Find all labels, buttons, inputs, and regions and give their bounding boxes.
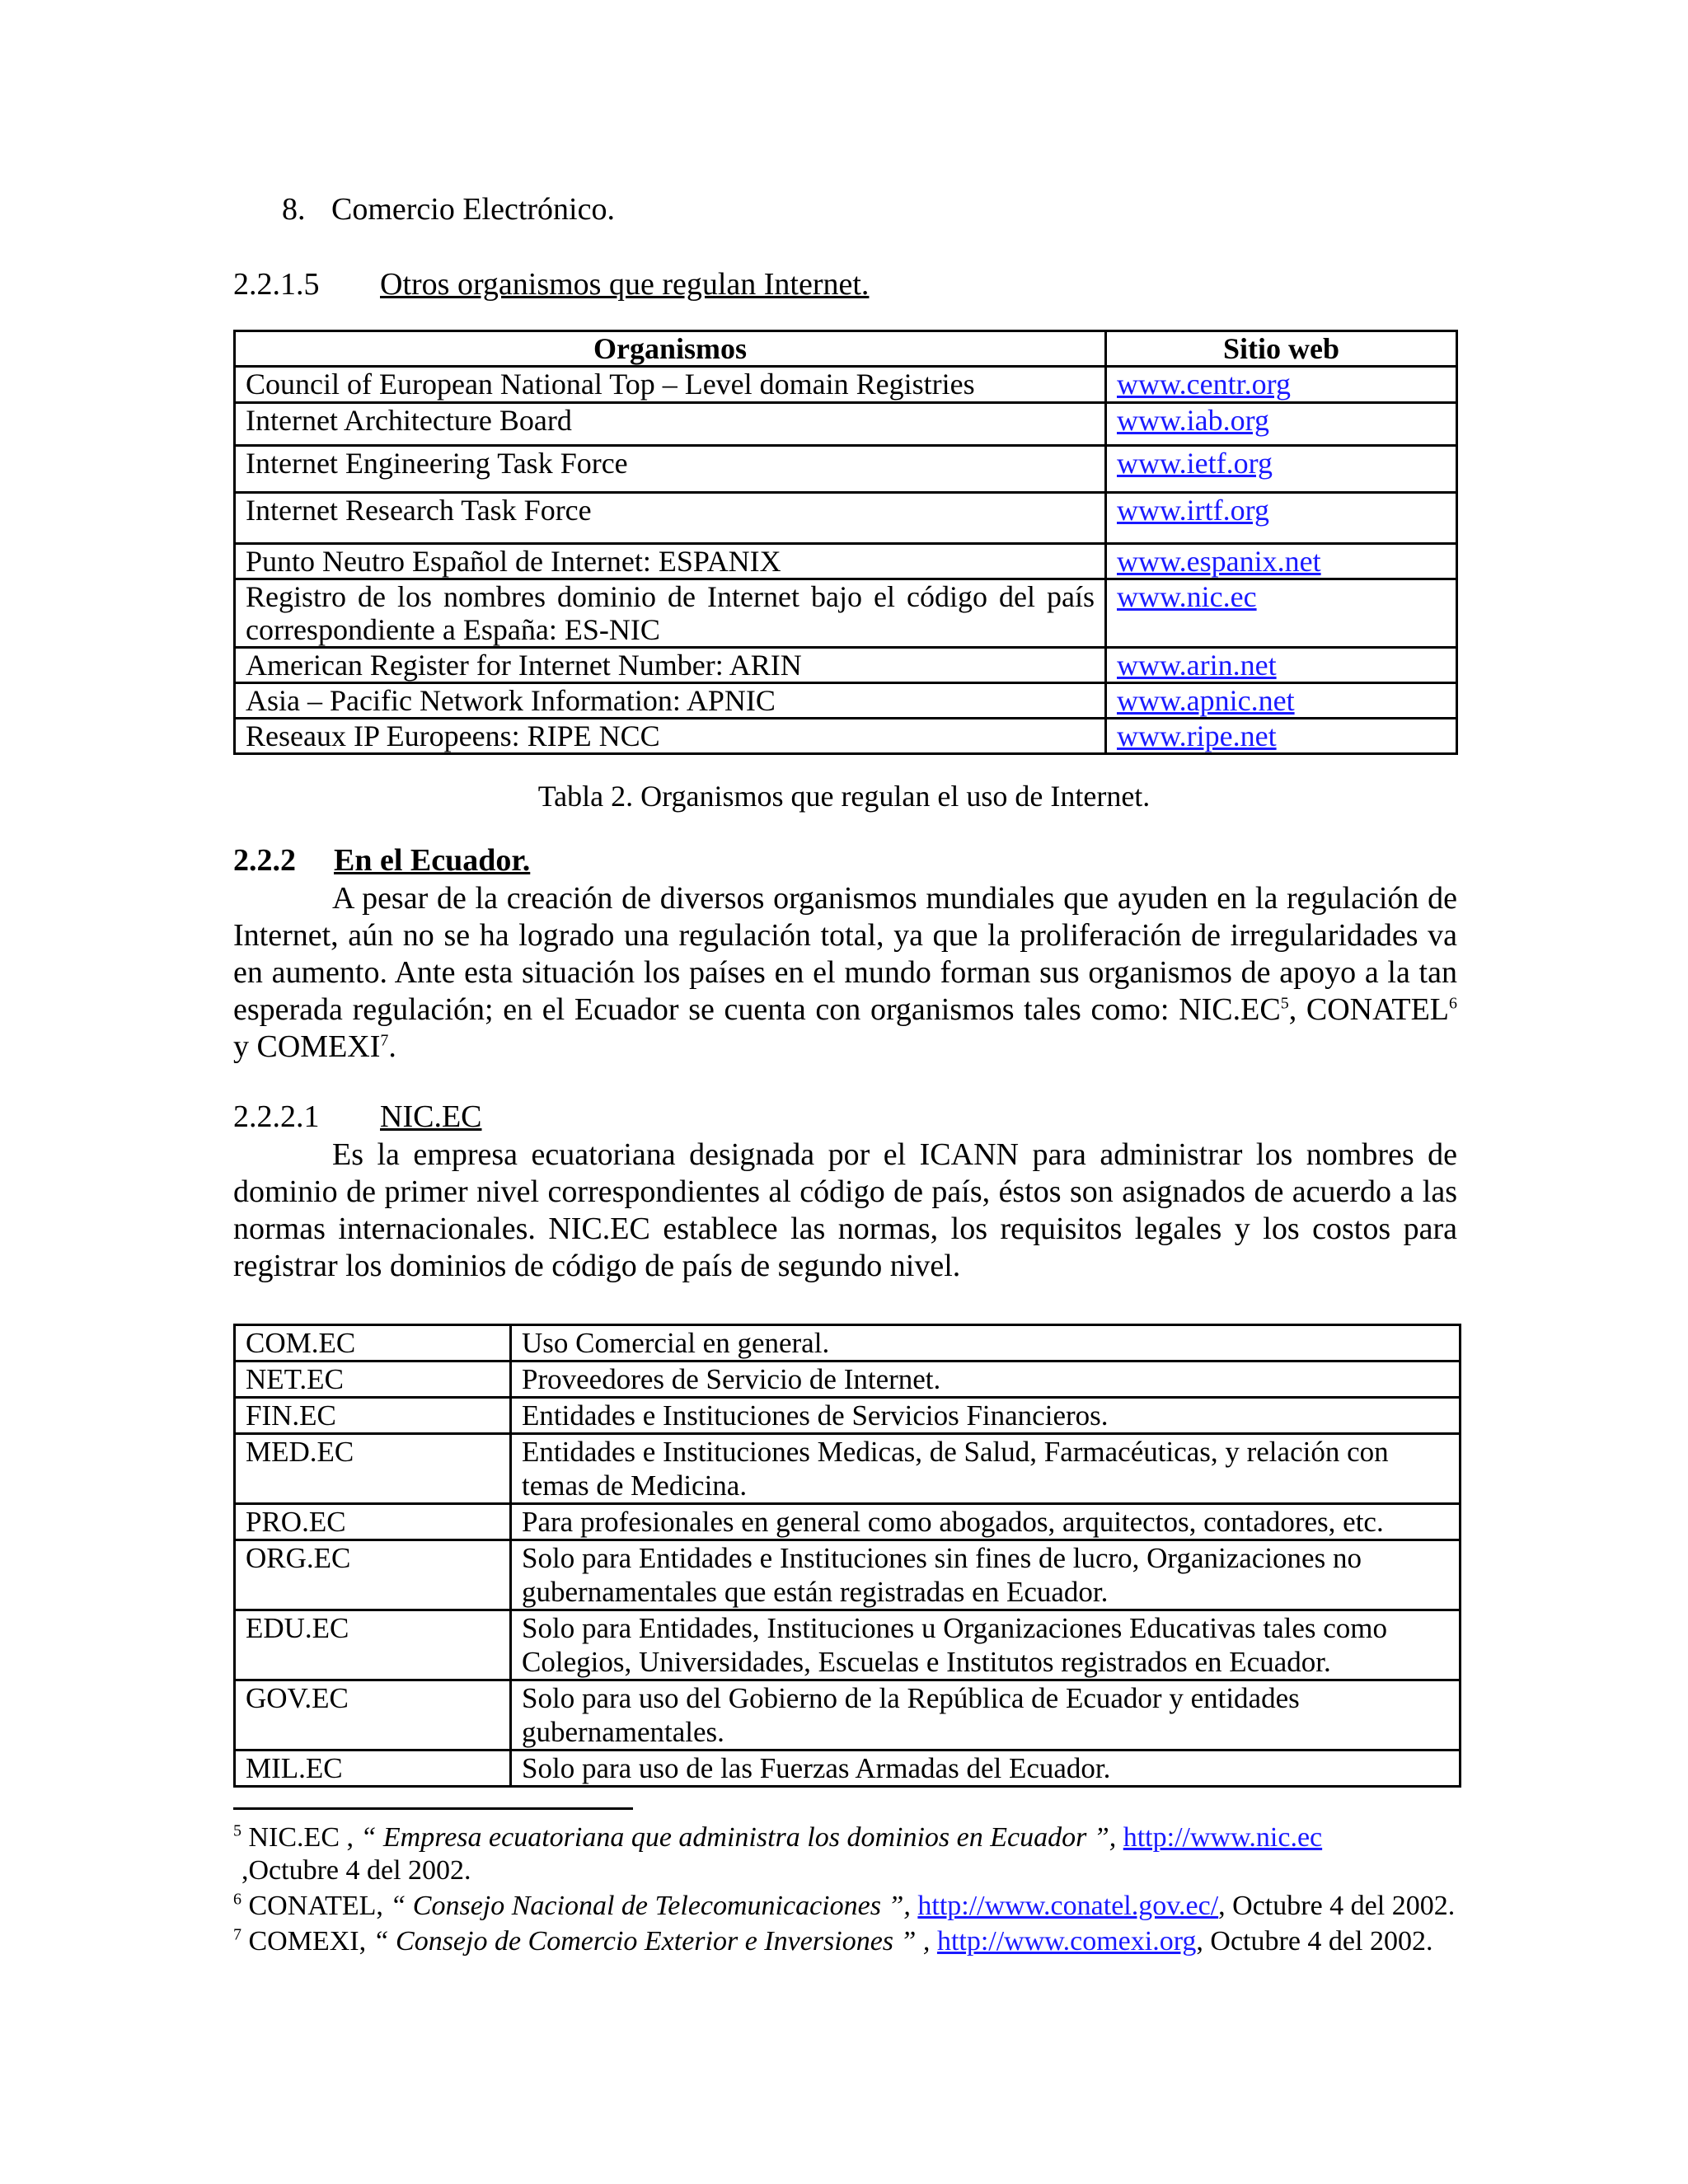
list-item (282, 191, 615, 227)
domain-name: GOV.EC (235, 1680, 511, 1750)
paragraph-text: Es la empresa ecuatoriana designada por el ICANN para administrar los nombres de dominio de primer nivel correspondientes al código de país, éstos son asignados de acuerdo a las normas internacionales. NIC.EC establece las normas, los requisitos legales y los costos para registrar los dominios de código de país de segundo nivel. (233, 1137, 1457, 1283)
footnote-link[interactable]: http://www.conatel.gov.ec/ (917, 1891, 1219, 1921)
footnote-5 (233, 1821, 1322, 1854)
table-row (235, 648, 1457, 683)
table-row (235, 1504, 1461, 1540)
domain-desc: Entidades e Instituciones Medicas, de Salud, Farmacéuticas, y relación con temas de Medicina. (511, 1434, 1461, 1504)
table-row (235, 1434, 1461, 1504)
table-row (235, 1398, 1461, 1434)
subsection-number: 2.2.2.1 (233, 1099, 320, 1134)
paragraph-text: A pesar de la creación de diversos organismos mundiales que ayuden en la regulación de Internet, aún no se ha logrado una regulación total, ya que la proliferación de irregularidades va en aumento. Ante esta situación los países en el mundo forman sus organismos de apoyo a la tan esperada regulación; en el Ecuador se cuenta con organismos tales como: NIC.EC (233, 881, 1457, 1027)
org-name: Internet Engineering Task Force (235, 446, 1106, 493)
footnote-ref-6[interactable]: 6 (1449, 994, 1457, 1013)
subsection-number: 2.2.1.5 (233, 267, 320, 302)
domain-name: COM.EC (235, 1325, 511, 1361)
footnote-link[interactable]: http://www.nic.ec (1123, 1822, 1323, 1853)
footnote-number: 7 (233, 1925, 241, 1944)
org-name: Council of European National Top – Level domain Registries (235, 367, 1106, 403)
footnote-desc: “ Consejo Nacional de Telecomunicaciones ”, (390, 1891, 911, 1921)
org-name: Asia – Pacific Network Information: APNIC (235, 683, 1106, 719)
org-name: Internet Research Task Force (235, 493, 1106, 544)
footnote-6 (233, 1890, 1455, 1923)
table-row (235, 579, 1457, 648)
footnote-name: NIC.EC , (248, 1822, 354, 1853)
domain-desc: Entidades e Instituciones de Servicios Financieros. (511, 1398, 1461, 1434)
org-name: Punto Neutro Español de Internet: ESPANIX (235, 544, 1106, 579)
table-row (235, 1325, 1461, 1361)
domain-name: MED.EC (235, 1434, 511, 1504)
footnote-date: , Octubre 4 del 2002. (1218, 1891, 1456, 1921)
paragraph-regulation (233, 880, 1457, 1066)
table-row (235, 1361, 1461, 1398)
paragraph-text: . (388, 1029, 396, 1064)
footnote-separator (233, 1807, 633, 1810)
footnote-7 (233, 1925, 1432, 1958)
organisms-table (233, 330, 1458, 755)
domain-desc: Solo para uso de las Fuerzas Armadas del Ecuador. (511, 1750, 1461, 1787)
table-row (235, 1680, 1461, 1750)
footnote-name: CONATEL, (248, 1891, 383, 1921)
domain-desc: Solo para Entidades e Instituciones sin fines de lucro, Organizaciones no gubernamentales que están registradas en Ecuador. (511, 1540, 1461, 1610)
footnote-desc: “ Empresa ecuatoriana que administra los dominios en Ecuador ”, (360, 1822, 1117, 1853)
table-row (235, 544, 1457, 579)
section-title: En el Ecuador. (334, 843, 531, 878)
site-link[interactable]: www.iab.org (1117, 404, 1269, 437)
table-caption: Tabla 2. Organismos que regulan el uso de Internet. (537, 780, 1151, 813)
header-organismos: Organismos (235, 331, 1106, 367)
subsection-title: Otros organismos que regulan Internet. (380, 267, 870, 302)
site-link[interactable]: www.nic.ec (1117, 580, 1257, 613)
paragraph-text: y COMEXI (233, 1029, 381, 1064)
domain-desc: Solo para Entidades, Instituciones u Organizaciones Educativas tales como Colegios, Universidades, Escuelas e Institutos registrados en Ecuador. (511, 1610, 1461, 1680)
table-row (235, 1750, 1461, 1787)
domain-desc: Uso Comercial en general. (511, 1325, 1461, 1361)
domain-name: EDU.EC (235, 1610, 511, 1680)
table-row (235, 446, 1457, 493)
site-link[interactable]: www.ripe.net (1117, 719, 1277, 752)
domain-name: MIL.EC (235, 1750, 511, 1787)
footnote-5-date: ,Octubre 4 del 2002. (241, 1855, 471, 1886)
list-item-number: 8. (282, 192, 306, 227)
footnote-desc: “ Consejo de Comercio Exterior e Inversiones ” , (373, 1926, 931, 1957)
footnote-number: 6 (233, 1890, 241, 1909)
site-link[interactable]: www.apnic.net (1117, 684, 1295, 717)
table-row (235, 683, 1457, 719)
list-item-text: Comercio Electrónico. (331, 192, 615, 227)
table-header-row (235, 331, 1457, 367)
footnote-ref-5[interactable]: 5 (1280, 994, 1289, 1013)
table-row (235, 1610, 1461, 1680)
domain-desc: Para profesionales en general como abogados, arquitectos, contadores, etc. (511, 1504, 1461, 1540)
paragraph-text: , CONATEL (1288, 992, 1449, 1027)
paragraph-nic-ec (233, 1137, 1457, 1285)
header-sitio-web: Sitio web (1106, 331, 1457, 367)
table-row (235, 367, 1457, 403)
table-row (235, 1540, 1461, 1610)
domain-desc: Solo para uso del Gobierno de la República de Ecuador y entidades gubernamentales. (511, 1680, 1461, 1750)
org-name: Registro de los nombres dominio de Internet bajo el código del país correspondiente a España: ES-NIC (235, 579, 1106, 648)
site-link[interactable]: www.arin.net (1117, 649, 1277, 682)
footnote-number: 5 (233, 1821, 241, 1840)
org-name: American Register for Internet Number: ARIN (235, 648, 1106, 683)
section-number: 2.2.2 (233, 843, 296, 878)
table-row (235, 719, 1457, 754)
table-row (235, 403, 1457, 446)
domain-name: ORG.EC (235, 1540, 511, 1610)
domain-name: PRO.EC (235, 1504, 511, 1540)
footnote-link[interactable]: http://www.comexi.org (936, 1926, 1197, 1957)
site-link[interactable]: www.irtf.org (1117, 494, 1269, 527)
site-link[interactable]: www.ietf.org (1117, 447, 1273, 480)
org-name: Internet Architecture Board (235, 403, 1106, 446)
domains-table (233, 1324, 1461, 1788)
domain-name: FIN.EC (235, 1398, 511, 1434)
site-link[interactable]: www.espanix.net (1117, 545, 1321, 578)
footnote-ref-7[interactable]: 7 (380, 1031, 389, 1050)
footnote-date: , Octubre 4 del 2002. (1196, 1926, 1433, 1957)
subsection-title: NIC.EC (380, 1099, 482, 1134)
footnote-name: COMEXI, (248, 1926, 367, 1957)
table-row (235, 493, 1457, 544)
domain-desc: Proveedores de Servicio de Internet. (511, 1361, 1461, 1398)
site-link[interactable]: www.centr.org (1117, 368, 1291, 401)
domain-name: NET.EC (235, 1361, 511, 1398)
org-name: Reseaux IP Europeens: RIPE NCC (235, 719, 1106, 754)
